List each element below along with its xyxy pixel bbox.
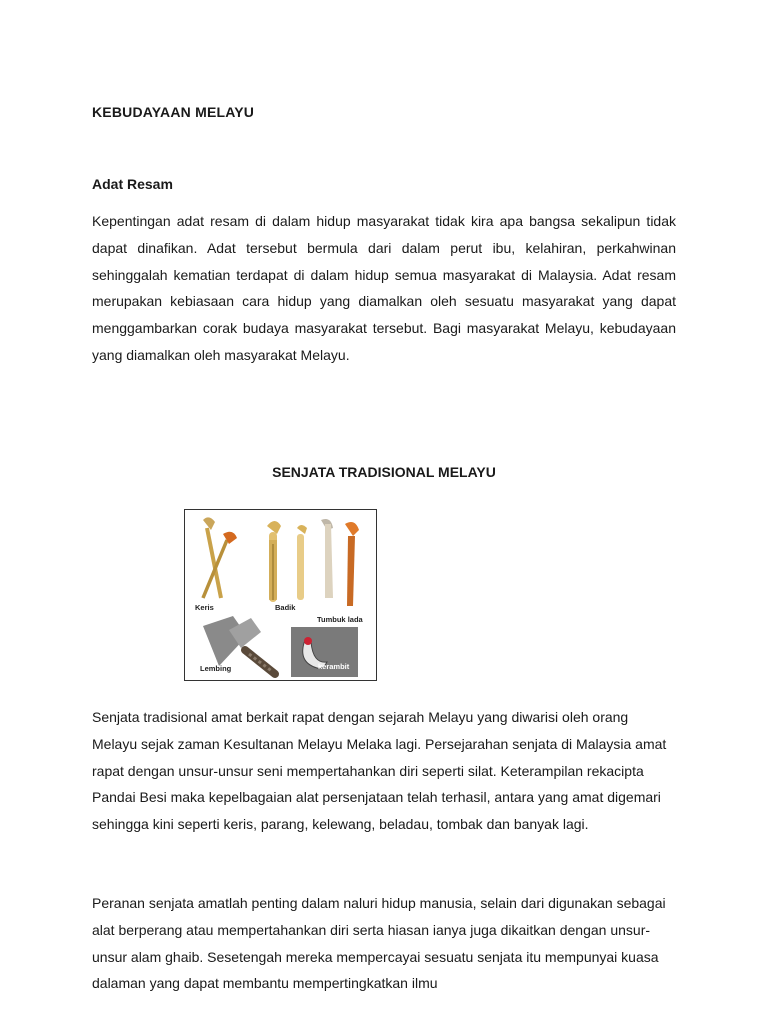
keris-illustration: [203, 517, 237, 598]
paragraph-senjata-2: Peranan senjata amatlah penting dalam naluri hidup manusia, selain dari digunakan sebagai alat berperang atau mempertahankan diri serta hiasan ianya juga dikaitkan dengan unsur-unsur alam ghaib. Sesetengah mereka mempercayai sesuatu senjata itu mempunyai kuasa dalaman yang dapat membantu mempertingkatkan ilmu: [92, 895, 666, 992]
label-tumbuk-lada: Tumbuk lada: [317, 615, 363, 624]
badik-illustration: [267, 521, 307, 602]
label-lembing: Lembing: [200, 664, 232, 673]
section-heading-adat-resam: Adat Resam: [92, 176, 173, 192]
weapons-illustration: [185, 510, 378, 682]
label-badik: Badik: [275, 603, 296, 612]
document-title: KEBUDAYAAN MELAYU: [92, 104, 255, 120]
tumbuk-lada-illustration: [321, 519, 359, 606]
paragraph-adat-resam: Kepentingan adat resam di dalam hidup masyarakat tidak kira apa bangsa sekalipun tidak dapat dinafikan. Adat tersebut bermula dari dalam perut ibu, kelahiran, perkahwinan sehinggalah kematian terdapat di dalam hidup semua masyarakat di Malaysia. Adat resam merupakan kebiasaan cara hidup yang diamalkan oleh sesuatu masyarakat yang dapat menggambarkan corak budaya masyarakat tersebut. Bagi masyarakat Melayu, kebudayaan yang diamalkan oleh masyarakat Melayu.: [92, 213, 676, 363]
label-kerambit: kerambit: [318, 662, 350, 671]
label-keris: Keris: [195, 603, 214, 612]
paragraph-senjata-1: Senjata tradisional amat berkait rapat dengan sejarah Melayu yang diwarisi oleh orang Melayu sejak zaman Kesultanan Melayu Melaka lagi. Persejarahan senjata di Malaysia amat rapat dengan unsur-unsur seni mempertahankan diri seperti silat. Keterampilan rekacipta Pandai Besi maka kepelbagaian alat persenjataan telah terhasil, antara yang amat digemari sehingga kini seperti keris, parang, kelewang, beladau, tombak dan banyak lagi.: [92, 709, 667, 833]
section-heading-senjata: SENJATA TRADISIONAL MELAYU: [272, 464, 496, 480]
weapons-figure: [184, 509, 377, 681]
